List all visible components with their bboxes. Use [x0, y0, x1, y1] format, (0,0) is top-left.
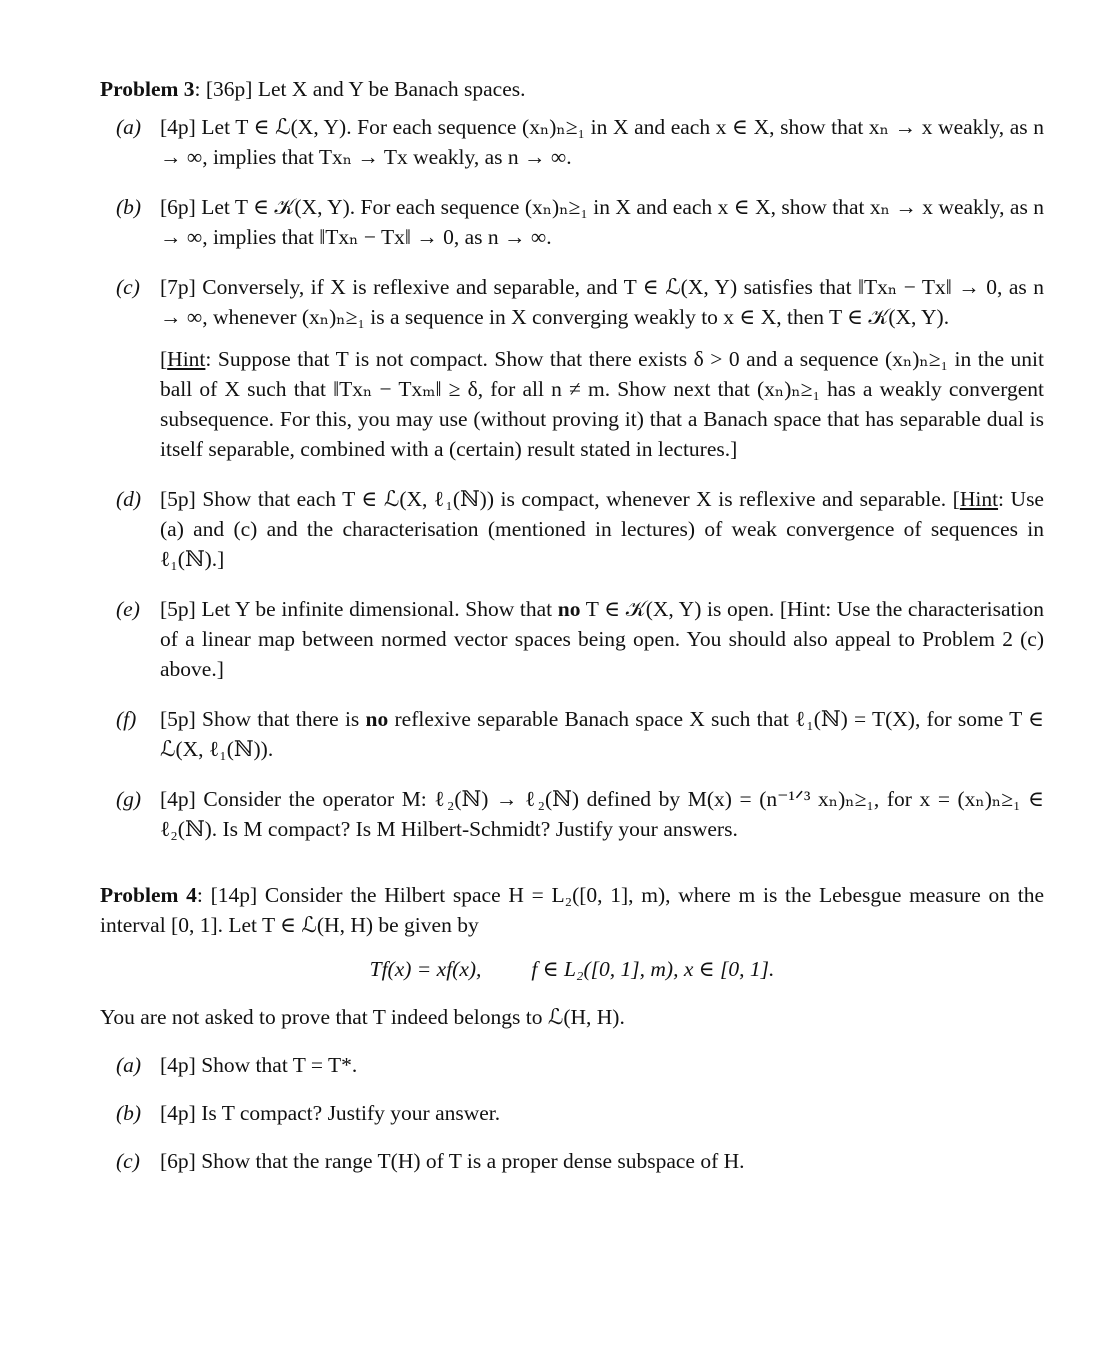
part-text: [4p] Let T ∈ ℒ(X, Y). For each sequence (xₙ)ₙ≥₁ in X and each x ∈ X, show that xₙ → x weakly, as n → ∞, implies that Txₙ → Tx weakly, as n → ∞. [160, 115, 1044, 169]
document-page [100, 74, 1044, 1196]
hint-open: [ [160, 347, 168, 371]
part-label: (c) [116, 275, 140, 299]
part-text-before: [5p] Show that there is [160, 707, 366, 731]
part-text-after: reflexive separable Banach space X such that ℓ₁(ℕ) = T(X), for some T ∈ ℒ(X, ℓ₁(ℕ)). [160, 707, 1044, 761]
part-label: (f) [116, 707, 137, 731]
hint-word: Hint [959, 487, 999, 511]
part-label: (b) [116, 195, 142, 219]
display-equation [100, 954, 1044, 984]
problem-4 [100, 880, 1044, 1176]
problem-3-title: Problem 3 [100, 77, 195, 101]
problem-3-part-b [100, 192, 1044, 252]
part-text: [5p] Show that each T ∈ ℒ(X, ℓ₁(ℕ)) is compact, whenever X is reflexive and separable. [160, 487, 947, 511]
problem-4-part-c [100, 1146, 1044, 1176]
equation-left: Tf(x) = xf(x), [369, 957, 482, 981]
problem-4-parts [100, 1050, 1044, 1176]
problem-4-note: You are not asked to prove that T indeed belongs to ℒ(H, H). [100, 1005, 625, 1029]
part-label: (d) [116, 487, 142, 511]
hint-block [160, 344, 1044, 464]
problem-3-part-d [100, 484, 1044, 574]
part-label: (c) [116, 1149, 140, 1173]
problem-3-part-f [100, 704, 1044, 764]
problem-3-part-g [100, 784, 1044, 844]
part-text: [7p] Conversely, if X is reflexive and separable, and T ∈ ℒ(X, Y) satisfies that ‖Txₙ − Tx‖ → 0, as n → ∞, whenever (xₙ)ₙ≥₁ is a sequence in X converging weakly to x ∈ X, then T ∈ 𝒦(X, Y). [160, 275, 1044, 329]
part-label: (e) [116, 597, 140, 621]
hint-word: Hint [167, 347, 206, 371]
equation-right: f ∈ L₂([0, 1], m), x ∈ [0, 1]. [531, 957, 775, 981]
problem-4-title: Problem 4 [100, 883, 197, 907]
part-text: [6p] Let T ∈ 𝒦(X, Y). For each sequence (xₙ)ₙ≥₁ in X and each x ∈ X, show that xₙ → x weakly, as n → ∞, implies that ‖Txₙ − Tx‖ → 0, as n → ∞. [160, 195, 1044, 249]
part-label: (a) [116, 115, 142, 139]
part-text: [4p] Show that T = T*. [160, 1053, 358, 1077]
hint-text: : Use (a) and (c) and the characterisation (mentioned in lectures) of weak convergence of sequences in ℓ₁(ℕ).] [160, 487, 1044, 571]
part-label: (g) [116, 787, 142, 811]
problem-3-part-e [100, 594, 1044, 684]
part-label: (b) [116, 1101, 142, 1125]
part-text: [6p] Show that the range T(H) of T is a proper dense subspace of H. [160, 1149, 745, 1173]
problem-4-part-b [100, 1098, 1044, 1128]
part-bold: no [365, 707, 389, 731]
problem-3-part-c [100, 272, 1044, 464]
part-text: [4p] Consider the operator M: ℓ₂(ℕ) → ℓ₂(ℕ) defined by M(x) = (n⁻¹ᐟ³ xₙ)ₙ≥₁, for x = (xₙ)ₙ≥₁ ∈ ℓ₂(ℕ). Is M compact? Is M Hilbert-Schmidt? Justify your answers. [160, 787, 1044, 841]
hint-text: : Suppose that T is not compact. Show that there exists δ > 0 and a sequence (xₙ)ₙ≥₁ in the unit ball of X such that ‖Txₙ − Txₘ‖ ≥ δ, for all n ≠ m. Show next that (xₙ)ₙ≥₁ has a weakly convergent subsequence. For this, you may use (without proving it) that a Banach space that has separable dual is itself separable, combined with a (certain) result stated in lectures.] [160, 347, 1044, 461]
problem-3-part-a [100, 112, 1044, 172]
part-bold: no [557, 597, 581, 621]
part-text-after: T ∈ 𝒦(X, Y) is open. [Hint: Use the characterisation of a linear map between normed vector spaces being open. You should also appeal to Problem 2 (c) above.] [160, 597, 1044, 681]
hint-open: [ [946, 487, 960, 511]
problem-3 [100, 74, 1044, 844]
part-text: [4p] Is T compact? Justify your answer. [160, 1101, 501, 1125]
part-label: (a) [116, 1053, 142, 1077]
part-text-before: [5p] Let Y be infinite dimensional. Show that [160, 597, 558, 621]
problem-4-part-a [100, 1050, 1044, 1080]
problem-3-parts [100, 112, 1044, 844]
problem-3-intro: : [36p] Let X and Y be Banach spaces. [194, 77, 526, 101]
problem-4-intro: : [14p] Consider the Hilbert space H = L₂([0, 1], m), where m is the Lebesgue measure on the interval [0, 1]. Let T ∈ ℒ(H, H) be given by [100, 883, 1044, 937]
